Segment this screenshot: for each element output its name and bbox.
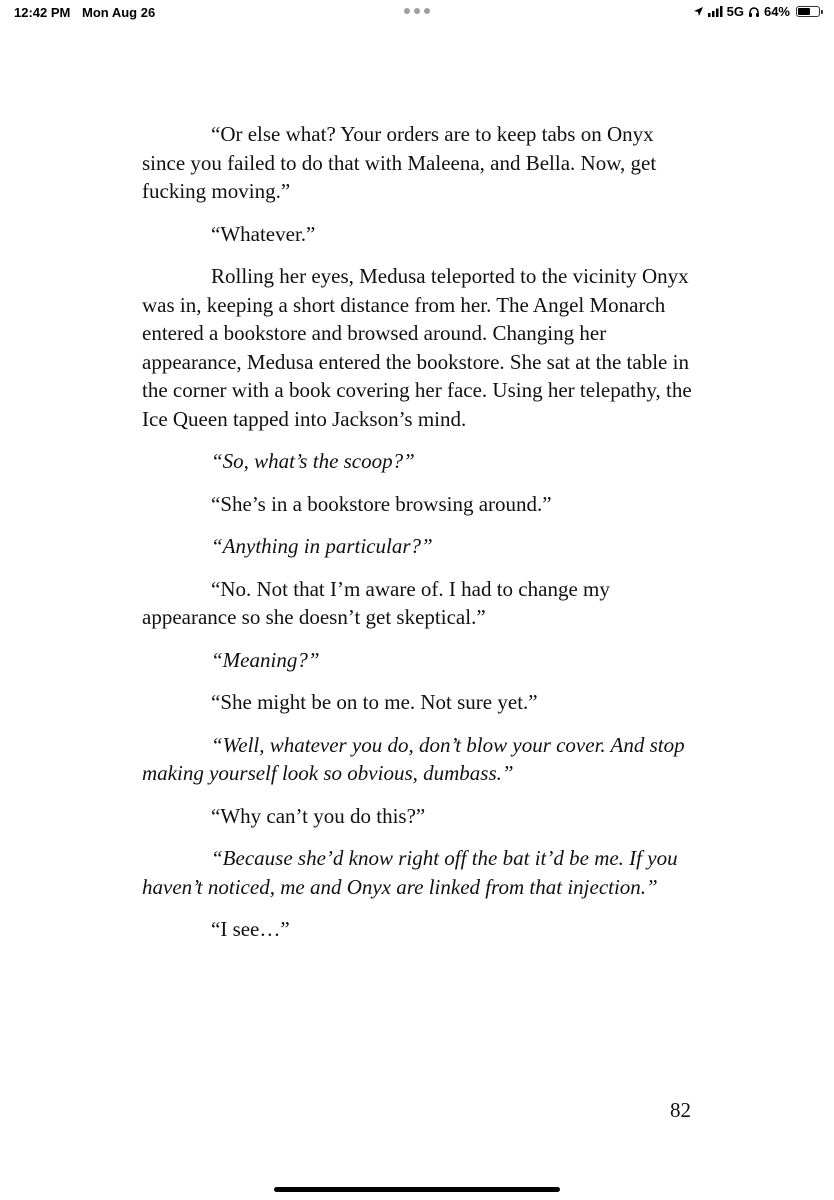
paragraph: “Whatever.” — [211, 221, 316, 246]
paragraph: “No. Not that I’m aware of. I had to change my appearance so she doesn’t get skeptical.” — [142, 576, 610, 629]
paragraph: “Because she’d know right off the bat it’d be me. If you haven’t noticed, me and Onyx are linked from that injection.” — [142, 846, 678, 899]
paragraph: “She might be on to me. Not sure yet.” — [211, 690, 538, 714]
battery-percent: 64% — [763, 4, 790, 19]
multitasking-dots-icon[interactable] — [404, 8, 430, 16]
paragraph: “So, what’s the scoop?” — [211, 449, 415, 473]
headphones-icon — [748, 6, 760, 18]
paragraph: “Why can’t you do this?” — [211, 803, 426, 828]
paragraph: “Meaning?” — [211, 647, 320, 672]
book-page-text — [142, 120, 702, 958]
status-bar — [0, 0, 834, 26]
paragraph: “I see…” — [211, 917, 290, 941]
paragraph: “She’s in a bookstore browsing around.” — [211, 491, 552, 516]
status-date: Mon Aug 26 — [82, 5, 156, 20]
location-arrow-icon — [693, 6, 704, 17]
status-indicators — [693, 4, 820, 19]
paragraph: “Well, whatever you do, don’t blow your cover. And stop making yourself look so obvious, dumbass.” — [142, 732, 685, 785]
paragraph: “Or else what? Your orders are to keep tabs on Onyx since you failed to do that with Maleena, and Bella. Now, get fucking moving.” — [142, 122, 657, 203]
status-time: 12:42 PM — [14, 5, 71, 20]
signal-bars-icon — [708, 6, 723, 17]
paragraph: Rolling her eyes, Medusa teleported to the vicinity Onyx was in, keeping a short distance from her. The Angel Monarch entered a bookstore and browsed around. Changing her appearance, Medusa entered the bookstore. She sat at the table in the corner with a book covering her face. Using her telepathy, the Ice Queen tapped into Jackson’s mind. — [142, 264, 692, 431]
page-number: 82 — [670, 1098, 691, 1122]
battery-icon — [796, 6, 820, 17]
paragraph: “Anything in particular?” — [211, 534, 433, 558]
home-indicator[interactable] — [274, 1187, 560, 1192]
network-label: 5G — [726, 4, 744, 19]
